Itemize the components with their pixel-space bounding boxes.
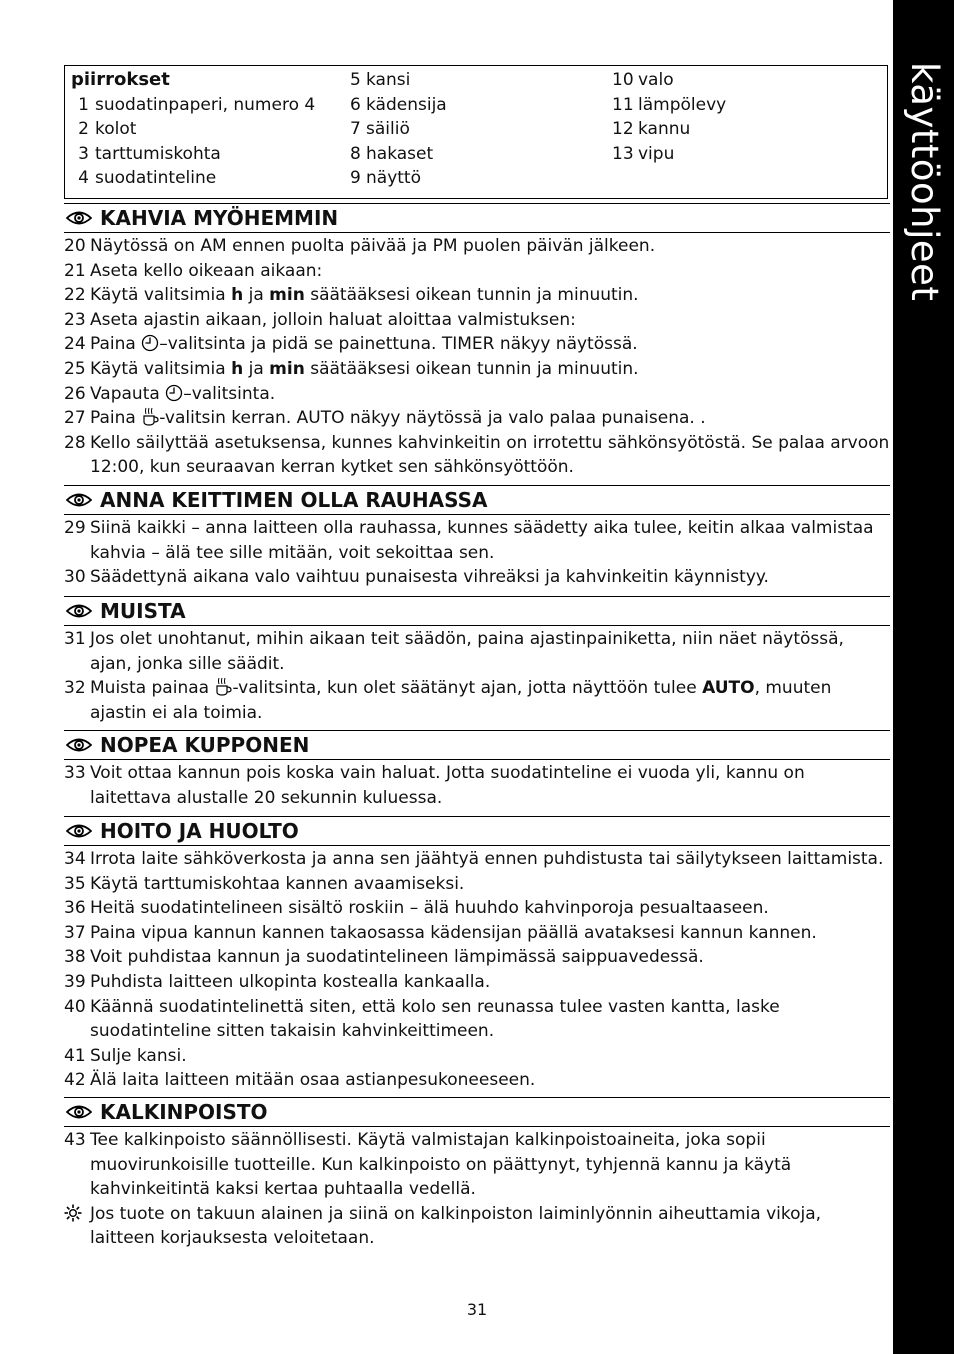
list-item: 43 Tee kalkinpoisto säännöllisesti. Käytä valmistajan kalkinpoistoaineita, joka sopii muovirunkoisille tuotteille. Kun kalkinpoisto on päättynyt, tyhjennä kannu ja käytä kahvinkeitintä kaksi kertaa puhtaalla vedellä. xyxy=(64,1130,792,1200)
clock-icon xyxy=(141,334,159,352)
parts-column-3 xyxy=(612,68,726,166)
section-heading: MUISTA xyxy=(64,596,890,626)
list-item: 22 Käytä valitsimia h ja min säätääksesi oikean tunnin ja minuutin. xyxy=(64,285,639,306)
eye-icon xyxy=(66,823,92,839)
sun-icon xyxy=(64,1204,82,1222)
eye-icon xyxy=(66,210,92,226)
section-heading: ANNA KEITTIMEN OLLA RAUHASSA xyxy=(64,485,890,515)
list-item: 24 Paina –valitsinta ja pidä se painettuna. TIMER näkyy näytössä. xyxy=(64,334,638,355)
list-item: 31 Jos olet unohtanut, mihin aikaan teit säädön, paina ajastinpainiketta, niin näet näytössä, ajan, jonka sille säädit. xyxy=(64,629,844,674)
list-item: 40 Käännä suodatintelinettä siten, että kolo sen reunassa tulee vasten kantta, laske suodatinteline sitten takaisin kahvinkeittimeen. xyxy=(64,996,780,1042)
list-item: 42 Älä laita laitteen mitään osaa astianpesukoneeseen. xyxy=(64,1070,536,1091)
parts-item: 3 tarttumiskohta xyxy=(78,143,221,164)
list-item: 27 Paina -valitsin kerran. AUTO näkyy näytössä ja valo palaa punaisena. . xyxy=(64,408,706,429)
note-item: Jos tuote on takuun alainen ja siinä on kalkinpoiston laiminlyönnin aiheuttamia vikoja, laitteen korjauksesta veloitetaan. xyxy=(64,1202,890,1251)
list-item: 33 Voit ottaa kannun pois koska vain haluat. Jotta suodatinteline ei vuoda yli, kannu on laitettava alustalle 20 sekunnin kuluessa. xyxy=(64,763,805,808)
sidebar-tab xyxy=(893,0,954,1354)
parts-box xyxy=(64,65,888,199)
cup-icon xyxy=(141,406,159,426)
list-item: 29 Siinä kaikki – anna laitteen olla rauhassa, kunnes säädetty aika tulee, keitin alkaa valmistaa kahvia – älä tee sille mitään, voit sekoittaa sen. xyxy=(64,518,874,563)
clock-icon xyxy=(165,384,183,402)
parts-item: 11 lämpölevy xyxy=(612,94,727,115)
section-nopea-kupponen xyxy=(64,730,890,810)
parts-item: 5 kansi xyxy=(350,70,411,90)
list-item: 30 Säädettynä aikana valo vaihtuu punaisesta vihreäksi ja kahvinkeitin käynnistyy. xyxy=(64,567,769,588)
eye-icon xyxy=(66,1104,92,1120)
section-kahvia-myohemmin xyxy=(64,203,890,480)
parts-item: 12 kannu xyxy=(612,119,691,140)
list-item: 38 Voit puhdistaa kannun ja suodatintelineen lämpimässä saippuavedessä. xyxy=(64,947,704,968)
section-heading: KALKINPOISTO xyxy=(64,1097,890,1127)
list-item: 20 Näytössä on AM ennen puolta päivää ja PM puolen päivän jälkeen. xyxy=(64,236,656,256)
parts-title: piirrokset xyxy=(71,69,170,90)
parts-column-1 xyxy=(71,68,315,191)
parts-column-2 xyxy=(350,68,447,191)
list-item: 37 Paina vipua kannun kannen takaosassa kädensijan päällä avataksesi kannun kannen. xyxy=(64,922,817,943)
section-muista xyxy=(64,596,890,725)
cup-icon xyxy=(214,676,232,696)
parts-item: 2 kolot xyxy=(78,119,137,140)
list-item: 36 Heitä suodatintelineen sisältö roskiin – älä huuhdo kahvinporoja pesualtaaseen. xyxy=(64,898,769,919)
parts-item: 10 valo xyxy=(612,70,674,90)
parts-item: 13 vipu xyxy=(612,143,675,164)
list-item: 34 Irrota laite sähköverkosta ja anna sen jäähtyä ennen puhdistusta tai säilytykseen laittamista. xyxy=(64,849,884,869)
page-number: 31 xyxy=(466,1300,488,1319)
section-anna-keittimen-olla-rauhassa xyxy=(64,485,890,590)
section-hoito-ja-huolto xyxy=(64,816,890,1093)
parts-item: 1 suodatinpaperi, numero 4 xyxy=(78,94,316,115)
list-item: 21 Aseta kello oikeaan aikaan: xyxy=(64,260,323,281)
parts-item: 6 kädensija xyxy=(350,94,447,115)
eye-icon xyxy=(66,603,92,619)
parts-item: 4 suodatinteline xyxy=(78,168,217,189)
list-item: 23 Aseta ajastin aikaan, jolloin haluat aloittaa valmistuksen: xyxy=(64,309,576,330)
eye-icon xyxy=(66,737,92,753)
sidebar-title: käyttöohjeet xyxy=(903,62,946,302)
list-item: 32 Muista painaa -valitsinta, kun olet säätänyt ajan, jotta näyttöön tulee AUTO, muuten ajastin ei ala toimia. xyxy=(64,678,832,723)
list-item: 26 Vapauta –valitsinta. xyxy=(64,383,276,404)
parts-item: 8 hakaset xyxy=(350,143,434,164)
list-item: 25 Käytä valitsimia h ja min säätääksesi oikean tunnin ja minuutin. xyxy=(64,358,639,379)
list-item: 39 Puhdista laitteen ulkopinta kostealla kankaalla. xyxy=(64,971,491,992)
section-kalkinpoisto xyxy=(64,1097,890,1251)
list-item: 41 Sulje kansi. xyxy=(64,1045,187,1066)
list-item: 28 Kello säilyttää asetuksensa, kunnes kahvinkeitin on irrotettu sähkönsyötöstä. Se palaa arvoon 12:00, kun seuraavan kerran kytket sen sähkönsyöttöön. xyxy=(64,432,890,478)
parts-item: 9 näyttö xyxy=(350,168,421,189)
section-heading: HOITO JA HUOLTO xyxy=(64,816,890,846)
section-heading: KAHVIA MYÖHEMMIN xyxy=(64,203,890,233)
list-item: 35 Käytä tarttumiskohtaa kannen avaamiseksi. xyxy=(64,873,465,894)
parts-item: 7 säiliö xyxy=(350,119,410,140)
section-heading: NOPEA KUPPONEN xyxy=(64,730,890,760)
eye-icon xyxy=(66,492,92,508)
